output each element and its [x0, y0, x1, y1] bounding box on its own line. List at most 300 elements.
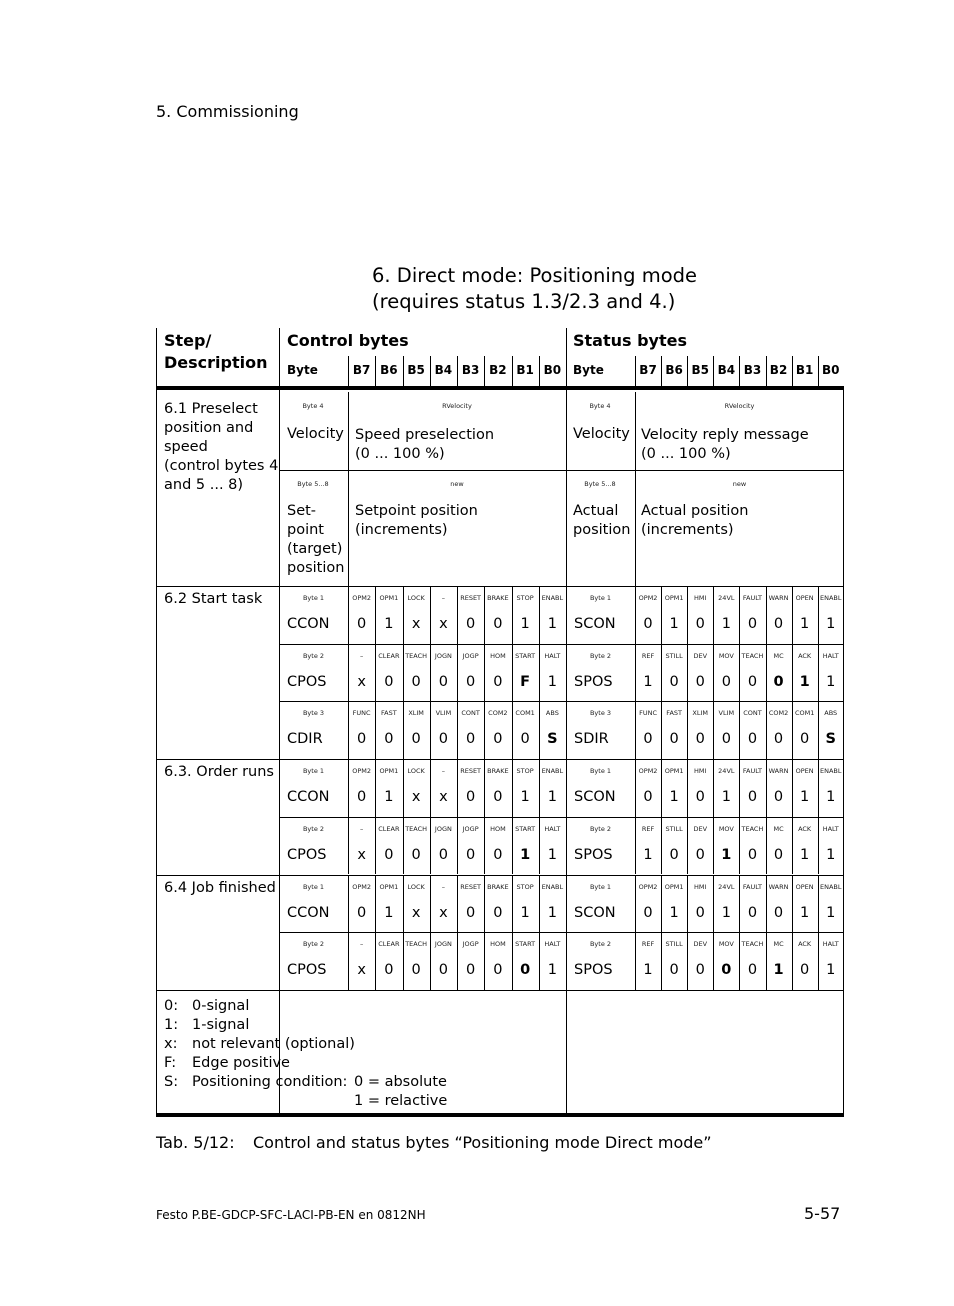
control-bit-value: 0	[384, 846, 394, 863]
control-bit-value: 0	[520, 731, 530, 748]
control-bit-header: B5	[407, 363, 425, 377]
status-bit-label: HMI	[694, 594, 707, 602]
control-bit-value: 0	[384, 731, 394, 748]
status-bit-value: 1	[773, 962, 784, 979]
value-divider	[348, 392, 349, 586]
control-bit-value: 0	[466, 616, 476, 632]
text-line: Actual	[573, 503, 619, 519]
status-bit-label: DEV	[693, 651, 708, 660]
status-byte-name: SPOS	[574, 846, 613, 863]
control-bit-value: 0	[493, 904, 503, 921]
status-bit-label: TEACH	[741, 651, 764, 660]
control-bit-value: 1	[384, 789, 394, 806]
status-bit-label: HALT	[822, 940, 839, 949]
control-bit-label: TEACH	[405, 651, 428, 660]
byte-label: Byte 2	[589, 824, 612, 833]
row-rule	[279, 817, 844, 818]
legend-item	[164, 1054, 447, 1073]
legend-key: x:	[164, 1036, 178, 1052]
control-bit-value: 1	[547, 673, 557, 690]
control-bit-label: JOGP	[462, 651, 479, 660]
status-bit-label: OPEN	[795, 767, 814, 776]
text-line: (target)	[287, 541, 343, 557]
control-bit-label: JOGP	[462, 824, 479, 833]
control-bit-label: JOGP	[462, 940, 479, 949]
byte-label: Byte 4	[302, 402, 324, 410]
control-byte-name: CPOS	[287, 673, 327, 690]
control-bit-value: 0	[357, 789, 367, 806]
status-bit-header: B7	[639, 363, 657, 377]
control-bit-label: COM1	[515, 709, 535, 718]
control-bit-value: 0	[493, 962, 503, 979]
control-bit-header: B3	[461, 363, 480, 377]
status-bit-value: 0	[747, 962, 758, 979]
status-bit-value: 1	[826, 904, 836, 921]
text-line: position	[287, 560, 345, 576]
control-bit-value: 1	[384, 616, 394, 632]
control-bit-label: LOCK	[407, 767, 425, 776]
status-bit-label: TEACH	[741, 940, 764, 949]
table-title	[372, 263, 697, 315]
control-bit-label: XLIM	[408, 709, 424, 718]
control-bit-value: 1	[547, 616, 557, 632]
status-bit-value: 0	[643, 731, 653, 748]
text-line: (increments)	[641, 522, 734, 538]
status-bit-value: S	[825, 731, 836, 748]
text-line: (0 ... 100 %)	[355, 446, 445, 462]
status-bit-label: MOV	[718, 940, 734, 949]
control-bit-value: 0	[438, 962, 448, 979]
control-bit-value: 0	[466, 731, 476, 748]
section-rule	[156, 759, 844, 760]
legend-option: 0 = absolute	[354, 1074, 447, 1090]
control-bit-label: HOM	[490, 651, 506, 660]
control-bit-value: 0	[493, 616, 503, 632]
control-bit-label: JOGN	[434, 824, 452, 833]
status-byte-name: SPOS	[574, 962, 613, 979]
status-bit-value: 0	[695, 616, 705, 632]
desc-line: and 5 ... 8)	[164, 477, 244, 493]
status-bit-value: 1	[826, 962, 836, 979]
bottom-rule-thick	[156, 1113, 844, 1117]
status-bit-value: 1	[721, 616, 731, 632]
status-bit-value: 1	[721, 904, 731, 921]
status-byte-name: SCON	[574, 789, 616, 806]
status-bit-label: ACK	[798, 940, 812, 949]
control-bit-label: –	[360, 824, 364, 833]
status-bit-value: 1	[826, 789, 836, 806]
status-bit-value: 1	[799, 673, 810, 690]
status-bit-label: FAULT	[742, 882, 762, 891]
actual-position-text	[641, 502, 748, 540]
status-bit-value: 0	[747, 904, 758, 921]
status-bit-value: 1	[800, 846, 810, 863]
control-bit-label: CLEAR	[378, 651, 400, 660]
status-bit-label: OPEN	[795, 594, 814, 602]
status-bit-label: MC	[773, 824, 784, 833]
status-bit-value: 1	[800, 616, 810, 632]
control-bit-label: HALT	[544, 824, 561, 833]
control-bit-value: 1	[520, 846, 531, 863]
status-bit-value: 0	[721, 962, 732, 979]
control-bit-value: 1	[547, 846, 557, 863]
control-bit-value: 0	[520, 962, 531, 979]
step-header-line2: Description	[164, 353, 268, 372]
control-bytes-header: Control bytes	[287, 331, 409, 350]
step-description: 6.3. Order runs	[164, 764, 274, 781]
status-bit-value: 0	[669, 673, 679, 690]
control-bit-label: BRAKE	[487, 882, 509, 891]
status-bit-label: WARN	[768, 882, 789, 891]
status-bit-value: 1	[643, 846, 653, 863]
status-bit-label: WARN	[768, 767, 789, 776]
footer-doc-id: Festo P.BE-GDCP-SFC-LACI-PB-EN en 0812NH	[156, 1208, 426, 1222]
control-bit-label: STOP	[516, 882, 534, 891]
status-bit-label: MC	[773, 651, 784, 660]
status-bit-value: 1	[800, 904, 810, 921]
control-bit-header: B2	[489, 363, 507, 377]
status-bit-label: CONT	[743, 709, 762, 718]
text-line: position	[573, 522, 631, 538]
field-label: new	[732, 480, 747, 488]
step-description: 6.4 Job finished	[164, 879, 276, 896]
control-bit-label: BRAKE	[487, 594, 509, 602]
section-header: 5. Commissioning	[156, 102, 299, 121]
caption-text: Control and status bytes “Positioning mode Direct mode”	[253, 1133, 712, 1152]
byte-label: Byte 4	[589, 402, 611, 410]
status-byte-name: SPOS	[574, 673, 613, 690]
status-bit-label: OPM2	[638, 882, 658, 891]
control-bit-value: 0	[466, 846, 476, 863]
control-bit-label: START	[515, 824, 536, 833]
control-bit-value: 1	[520, 789, 530, 806]
row-rule	[279, 932, 844, 933]
text-line: Velocity reply message	[641, 427, 809, 443]
status-bit-label: HMI	[694, 882, 707, 891]
byte-label: Byte 2	[589, 651, 612, 660]
control-byte-name: CDIR	[287, 731, 323, 748]
status-bit-header: B0	[821, 363, 840, 377]
status-bit-label: STILL	[665, 940, 683, 949]
control-bit-value: 0	[411, 846, 421, 863]
status-bit-label: REF	[641, 824, 655, 833]
status-bit-label: FAULT	[742, 767, 762, 776]
status-bit-value: 0	[695, 904, 705, 921]
status-byte-col-header: Byte	[573, 363, 604, 377]
status-bit-label: STILL	[665, 824, 683, 833]
status-bit-label: OPM1	[664, 882, 684, 891]
legend-key: 0:	[164, 998, 179, 1014]
byte-label: Byte 1	[589, 882, 612, 891]
status-bit-header: B6	[665, 363, 683, 377]
control-bit-label: HOM	[490, 940, 506, 949]
legend-text: Edge positive	[192, 1055, 290, 1071]
control-bit-value: 0	[438, 673, 448, 690]
control-bit-label: CLEAR	[378, 824, 400, 833]
status-bit-label: COM1	[794, 709, 815, 718]
control-byte-name: CCON	[287, 789, 330, 806]
bit-divider	[348, 356, 349, 386]
control-bit-label: –	[360, 940, 364, 949]
legend-text: Positioning condition:	[192, 1074, 348, 1090]
control-byte-name: CCON	[287, 616, 330, 632]
status-bit-value: 1	[643, 962, 653, 979]
status-bit-value: 0	[695, 673, 705, 690]
byte-label: Byte 1	[302, 767, 325, 776]
status-bit-value: 0	[773, 904, 784, 921]
control-velocity-name: Velocity	[287, 426, 344, 442]
status-bit-label: OPM2	[638, 594, 658, 602]
status-bit-value: 0	[643, 789, 653, 806]
legend-text: 0-signal	[192, 998, 250, 1014]
control-bit-label: TEACH	[405, 824, 428, 833]
control-byte-col-header: Byte	[287, 363, 318, 377]
control-bit-label: –	[360, 651, 364, 660]
byte-label: Byte 2	[589, 940, 612, 949]
control-bit-value: 1	[547, 962, 557, 979]
byte-label: Byte 1	[589, 767, 612, 776]
legend-text: not relevant (optional)	[192, 1036, 355, 1052]
control-bit-label: RESET	[460, 882, 482, 891]
byte-label: Byte 3	[589, 709, 612, 718]
table-border-right	[843, 388, 844, 1117]
velocity-reply-text	[641, 426, 809, 464]
bit-divider	[635, 356, 636, 386]
control-bit-label: CONT	[461, 709, 480, 718]
control-bit-label: ENABL	[541, 882, 564, 891]
status-bit-label: ACK	[798, 824, 812, 833]
text-line: Setpoint position	[355, 503, 478, 519]
control-bit-label: ABS	[545, 709, 559, 718]
status-bit-value: 0	[669, 731, 679, 748]
desc-line: speed	[164, 439, 208, 455]
status-bit-label: MOV	[718, 824, 734, 833]
legend-item	[164, 1035, 447, 1054]
legend-key: 1:	[164, 1017, 179, 1033]
status-bit-label: HALT	[822, 651, 839, 660]
status-bytes-header: Status bytes	[573, 331, 688, 350]
status-bit-label: MC	[773, 940, 784, 949]
status-bit-header: B2	[769, 363, 788, 377]
control-bit-label: OPM1	[379, 767, 399, 776]
control-bit-value: 0	[466, 962, 476, 979]
status-bit-value: 0	[721, 731, 731, 748]
byte-label: Byte 5...8	[584, 480, 616, 488]
status-bit-value: 1	[826, 673, 836, 690]
status-bit-value: 0	[747, 789, 758, 806]
control-bit-label: LOCK	[407, 594, 425, 602]
row-rule	[279, 644, 844, 645]
control-bit-value: x	[411, 616, 421, 632]
control-bit-value: 0	[384, 673, 394, 690]
status-bit-header: B5	[691, 363, 709, 377]
status-bit-header: B4	[717, 363, 736, 377]
control-bit-value: 0	[493, 846, 503, 863]
text-line: (increments)	[355, 522, 448, 538]
status-bit-value: 1	[721, 846, 732, 863]
table-caption	[156, 1133, 712, 1152]
control-bit-label: LOCK	[407, 882, 425, 891]
status-bit-value: 0	[747, 731, 758, 748]
status-bit-value: 0	[669, 846, 679, 863]
column-divider	[566, 328, 567, 1117]
status-bit-label: XLIM	[692, 709, 709, 718]
control-bit-value: 0	[411, 673, 421, 690]
control-byte-name: CPOS	[287, 962, 327, 979]
setpoint-name	[287, 502, 344, 578]
control-bit-label: RESET	[460, 594, 482, 602]
status-bit-value: 1	[721, 789, 731, 806]
status-bit-value: 0	[695, 962, 705, 979]
legend-key: S:	[164, 1074, 179, 1090]
control-bit-value: 0	[466, 789, 476, 806]
status-bit-label: HMI	[694, 767, 707, 776]
status-bit-value: 1	[669, 616, 679, 632]
step-6-1-description	[164, 400, 278, 495]
header-rule-thick	[156, 386, 844, 390]
legend-option: 1 = relactive	[354, 1093, 448, 1109]
control-bit-value: 0	[466, 904, 476, 921]
status-velocity-name: Velocity	[573, 426, 630, 442]
desc-line: (control bytes 4	[164, 458, 279, 474]
status-bit-value: 0	[773, 789, 784, 806]
byte-label: Byte 1	[302, 594, 325, 602]
desc-line: position and	[164, 420, 254, 436]
text-line: Set-	[287, 503, 317, 519]
status-bit-label: FAULT	[742, 594, 762, 602]
byte-label: Byte 5...8	[297, 480, 329, 488]
legend-item	[164, 1073, 447, 1092]
desc-line: 6.1 Preselect	[164, 401, 258, 417]
byte-label: Byte 2	[302, 651, 325, 660]
step-header-line1: Step/	[164, 331, 212, 350]
status-bit-header: B3	[743, 363, 762, 377]
status-bit-value: 0	[669, 962, 679, 979]
status-bit-value: 0	[800, 731, 810, 748]
control-bit-value: S	[547, 731, 558, 748]
control-bit-label: TEACH	[405, 940, 428, 949]
status-bit-label: STILL	[665, 651, 683, 660]
status-bit-label: ENABL	[819, 882, 842, 891]
status-byte-name: SCON	[574, 904, 616, 921]
status-bit-value: 1	[669, 789, 679, 806]
control-bit-value: 0	[411, 731, 421, 748]
status-bit-label: DEV	[693, 824, 708, 833]
control-bit-label: –	[441, 882, 445, 891]
control-bit-label: OPM1	[379, 594, 399, 602]
control-bit-value: x	[439, 616, 448, 632]
control-bit-header: B6	[380, 363, 398, 377]
section-rule	[156, 875, 844, 876]
control-bit-value: 0	[384, 962, 394, 979]
control-bit-value: 0	[493, 731, 503, 748]
field-label: new	[450, 480, 464, 488]
control-bit-label: OPM2	[352, 882, 372, 891]
field-label: RVelocity	[724, 402, 755, 410]
status-bit-label: VLIM	[718, 709, 735, 718]
legend-text: 1-signal	[192, 1017, 250, 1033]
status-bit-value: 1	[669, 904, 679, 921]
caption-label: Tab. 5/12:	[156, 1133, 235, 1152]
legend-item	[164, 1092, 447, 1111]
status-bit-value: 0	[695, 789, 705, 806]
status-bit-label: OPM2	[638, 767, 658, 776]
status-bit-value: 1	[643, 673, 653, 690]
status-byte-name: SDIR	[574, 731, 609, 748]
control-bit-value: 0	[357, 904, 367, 921]
status-bit-label: MOV	[718, 651, 734, 660]
control-bit-header: B7	[352, 363, 371, 377]
control-bit-label: HALT	[544, 651, 561, 660]
status-bit-value: 0	[773, 846, 784, 863]
status-bit-label: OPEN	[795, 882, 814, 891]
status-bit-label: ENABL	[819, 767, 842, 776]
legend	[164, 997, 447, 1111]
control-bit-header: B1	[516, 363, 534, 377]
step-description-header	[164, 330, 267, 374]
control-byte-name: CPOS	[287, 846, 327, 863]
status-bit-label: HALT	[822, 824, 839, 833]
status-bit-label: COM2	[768, 709, 789, 718]
section-rule	[156, 586, 844, 587]
status-bit-value: 0	[773, 616, 784, 632]
legend-key: F:	[164, 1055, 177, 1071]
table-border-left	[156, 328, 157, 1117]
byte-label: Byte 1	[302, 882, 325, 891]
control-bit-value: 0	[438, 731, 448, 748]
status-bit-value: 0	[773, 731, 784, 748]
status-bit-label: 24VL	[718, 767, 735, 776]
section-rule	[156, 990, 844, 991]
status-bit-label: REF	[641, 651, 655, 660]
status-bit-label: FAST	[666, 709, 682, 718]
status-bit-label: 24VL	[718, 594, 735, 602]
status-bit-value: 0	[747, 846, 758, 863]
control-bit-header: B4	[434, 363, 453, 377]
status-bit-header: B1	[795, 363, 814, 377]
control-bit-label: VLIM	[435, 709, 452, 718]
actual-position-name	[573, 502, 630, 540]
byte-label: Byte 2	[302, 940, 325, 949]
status-bit-value: 1	[800, 789, 810, 806]
control-bit-value: F	[520, 673, 531, 690]
status-bit-label: ACK	[798, 651, 812, 660]
status-bit-label: WARN	[768, 594, 789, 602]
status-byte-name: SCON	[574, 616, 616, 632]
status-bit-label: FUNC	[639, 709, 657, 718]
status-bit-value: 0	[800, 962, 810, 979]
title-line-2: (requires status 1.3/2.3 and 4.)	[372, 290, 676, 313]
control-bit-label: JOGN	[434, 651, 452, 660]
control-bit-value: 0	[438, 846, 448, 863]
control-bit-value: 1	[520, 904, 530, 921]
control-bit-value: 1	[520, 616, 530, 632]
control-bit-value: 0	[493, 789, 503, 806]
status-bit-value: 1	[826, 846, 836, 863]
status-bit-value: 0	[695, 846, 705, 863]
control-bit-value: x	[357, 673, 366, 690]
control-bit-value: 0	[466, 673, 476, 690]
status-bit-label: ABS	[824, 709, 838, 718]
status-bit-label: OPM1	[664, 594, 684, 602]
control-bit-label: OPM2	[352, 767, 372, 776]
control-bit-value: x	[439, 904, 448, 921]
page-number: 5-57	[804, 1204, 841, 1223]
legend-item	[164, 997, 447, 1016]
control-bit-value: 0	[357, 616, 367, 632]
control-bit-label: RESET	[460, 767, 482, 776]
control-bit-value: 1	[547, 904, 557, 921]
